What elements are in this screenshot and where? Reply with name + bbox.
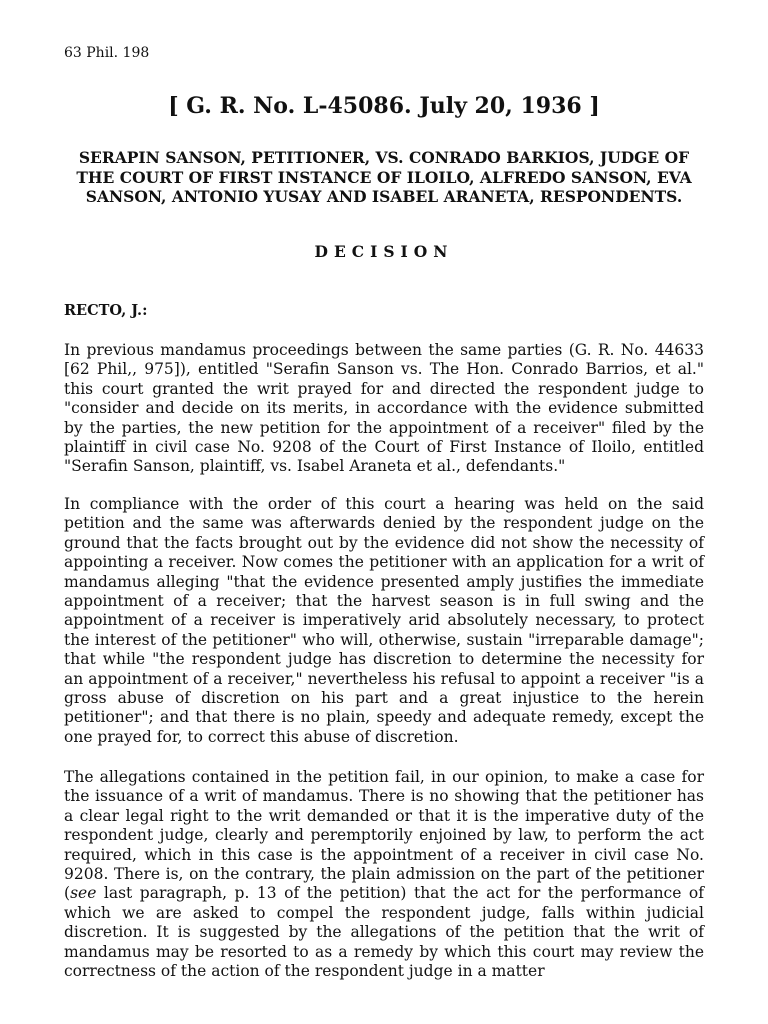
decision-heading: DECISION	[314, 242, 454, 261]
paragraph-3	[64, 768, 704, 981]
case-number-title: [ G. R. No. L-45086. July 20, 1936 ]	[168, 93, 600, 119]
paragraph-3-part-2: last paragraph, p. 13 of the petition) that the act for the performance of which we are asked to compel the respondent judge, falls within judicial discretion. It is suggested by the allegations of the petition that the writ of mandamus may be resorted to as a remedy by which this court may review the correctness of the action of the respondent judge in a matter	[64, 884, 704, 981]
case-parties: SERAPIN SANSON, PETITIONER, VS. CONRADO BARKIOS, JUDGE OF THE COURT OF FIRST INSTANCE OF ILOILO, ALFREDO SANSON, EVA SANSON, ANTONIO YUSAY AND ISABEL ARANETA, RESPONDENTS.	[76, 148, 692, 206]
paragraph-3-italic-see: see	[70, 884, 97, 903]
paragraph-1: In previous mandamus proceedings between the same parties (G. R. No. 44633 [62 Phil,, 975]), entitled "Serafin Sanson vs. The Hon. Conrado Barrios, et al." this court granted the writ prayed for and directed the respondent judge to "consider and decide on its merits, in accordance with the evidence submitted by the parties, the new petition for the appointment of a receiver" filed by the plaintiff in civil case No. 9208 of the Court of First Instance of Iloilo, entitled "Serafin Sanson, plaintiff, vs. Isabel Araneta et al., defendants."	[64, 341, 704, 476]
citation: 63 Phil. 198	[64, 45, 150, 61]
paragraph-2: In compliance with the order of this court a hearing was held on the said petition and the same was afterwards denied by the respondent judge on the ground that the facts brought out by the evidence did not show the necessity of appointing a receiver. Now comes the petitioner with an application for a writ of mandamus alleging "that the evidence presented amply justifies the immediate appointment of a receiver; that the harvest season is in full swing and the appointment of a receiver is imperatively arid absolutely necessary, to protect the interest of the petitioner" who will, otherwise, sustain "irreparable damage"; that while "the respondent judge has discretion to determine the necessity for an appointment of a receiver," nevertheless his refusal to appoint a receiver "is a gross abuse of discretion on his part and a great injustice to the herein petitioner"; and that there is no plain, speedy and adequate remedy, except the one prayed for, to correct this abuse of discretion.	[64, 495, 704, 746]
ponente: RECTO, J.:	[64, 302, 148, 319]
paragraph-3-part-1: The allegations contained in the petition fail, in our opinion, to make a case for the issuance of a writ of mandamus. There is no showing that the petitioner has a clear legal right to the writ demanded or that it is the imperative duty of the respondent judge, clearly and peremptorily enjoined by law, to perform the act required, which in this case is the appointment of a receiver in civil case No. 9208. There is, on the contrary, the plain admission on the part of the petitioner (	[64, 768, 704, 903]
